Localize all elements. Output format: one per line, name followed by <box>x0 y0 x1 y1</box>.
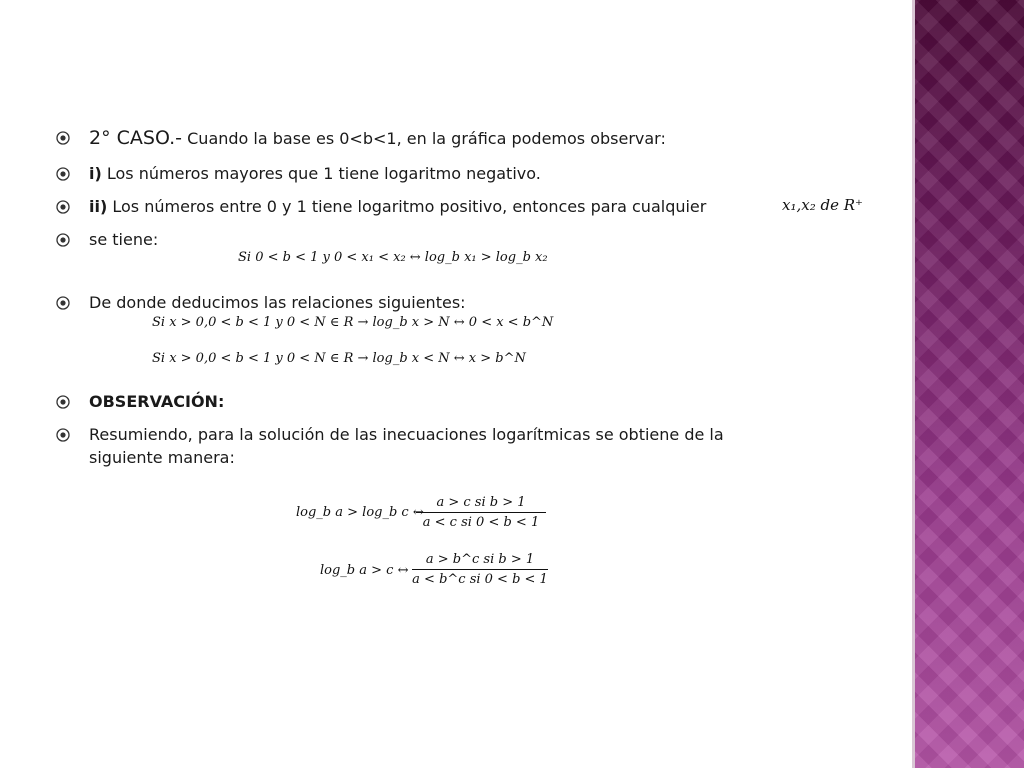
item-2-label: ii) <box>89 197 108 216</box>
summary-line-2: siguiente manera: <box>89 448 235 467</box>
rule-2-denominator: a < b^c si 0 < b < 1 <box>412 572 548 587</box>
observation-label: OBSERVACIÓN: <box>89 392 225 411</box>
item-3: se tiene: <box>89 230 159 249</box>
rule-2-numerator: a > b^c si b > 1 <box>425 552 535 567</box>
item-2-math: x₁,x₂ de R⁺ <box>782 196 863 214</box>
bullet-icon <box>56 233 70 247</box>
formula-3: Si x > 0,0 < b < 1 y 0 < N ∈ R → log_b x < N ↔ x > b^N <box>152 351 526 366</box>
item-1-text: Los números mayores que 1 tiene logaritmo negativo. <box>101 164 541 183</box>
case-heading <box>89 127 666 150</box>
fraction-bar <box>416 512 546 513</box>
bullet-icon <box>56 200 70 214</box>
item-1 <box>89 163 541 185</box>
item-2 <box>89 196 706 218</box>
fraction-bar <box>412 569 548 570</box>
bullet-icon <box>56 296 70 310</box>
formula-2: Si x > 0,0 < b < 1 y 0 < N ∈ R → log_b x > N ↔ 0 < x < b^N <box>152 315 554 330</box>
rule-1-denominator: a < c si 0 < b < 1 <box>422 515 540 530</box>
rule-1-left: log_b a > log_b c ↔ <box>296 505 424 520</box>
rule-1-numerator: a > c si b > 1 <box>436 495 526 510</box>
case-text: Cuando la base es 0<b<1, en la gráfica podemos observar: <box>182 129 666 148</box>
item-2-text: Los números entre 0 y 1 tiene logaritmo positivo, entonces para cualquier <box>107 197 707 216</box>
item-4: De donde deducimos las relaciones siguientes: <box>89 293 466 312</box>
rule-1-fraction <box>416 495 546 530</box>
bullet-icon <box>56 395 70 409</box>
item-1-label: i) <box>89 164 102 183</box>
case-label: 2° CASO.- <box>89 127 183 149</box>
formula-1: Si 0 < b < 1 y 0 < x₁ < x₂ ↔ log_b x₁ > log_b x₂ <box>238 250 548 265</box>
bullet-icon <box>56 167 70 181</box>
decorative-side-band <box>912 0 1024 768</box>
rule-2-fraction <box>412 552 548 587</box>
bullet-icon <box>56 131 70 145</box>
rule-2-left: log_b a > c ↔ <box>320 563 409 578</box>
summary-line-1: Resumiendo, para la solución de las inecuaciones logarítmicas se obtiene de la <box>89 425 724 444</box>
bullet-icon <box>56 428 70 442</box>
